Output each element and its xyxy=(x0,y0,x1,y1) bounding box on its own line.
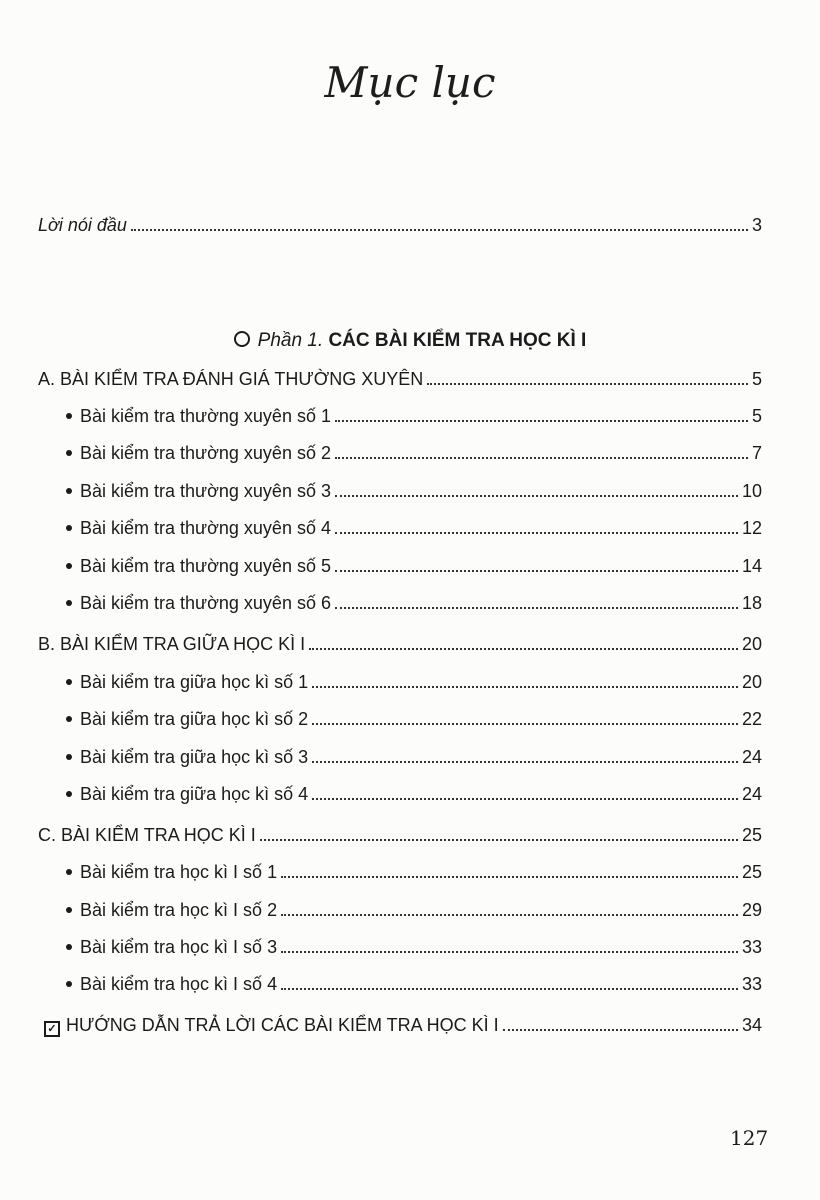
toc-item-page: 24 xyxy=(741,784,762,804)
toc-section-c xyxy=(38,824,762,846)
toc-item-page: 5 xyxy=(751,406,762,426)
toc-entry-label: Lời nói đầu xyxy=(38,215,127,235)
toc-item xyxy=(66,899,762,921)
toc-item xyxy=(66,746,762,768)
leader-dots xyxy=(131,229,748,231)
toc-item-page: 14 xyxy=(741,556,762,576)
toc-item-label: Bài kiểm tra giữa học kì số 4 xyxy=(80,784,309,804)
bullet-icon xyxy=(66,413,72,419)
checkbox-icon: ✓ xyxy=(44,1021,60,1037)
leader-dots xyxy=(312,798,738,800)
toc-item-label: Bài kiểm tra giữa học kì số 1 xyxy=(80,672,309,692)
toc-item-page: 20 xyxy=(741,672,762,692)
toc-item-label: Bài kiểm tra thường xuyên số 3 xyxy=(80,481,331,501)
toc-section-label: A. BÀI KIỂM TRA ĐÁNH GIÁ THƯỜNG XUYÊN xyxy=(38,369,424,389)
leader-dots xyxy=(281,876,738,878)
toc-entry-label: HƯỚNG DẪN TRẢ LỜI CÁC BÀI KIỂM TRA HỌC KÌ I xyxy=(66,1015,499,1035)
toc-item-page: 10 xyxy=(741,481,762,501)
toc-item-page: 7 xyxy=(751,443,762,463)
leader-dots xyxy=(281,914,738,916)
toc-item-page: 33 xyxy=(741,937,762,957)
bullet-icon xyxy=(66,907,72,913)
page-number: 127 xyxy=(730,1126,769,1150)
toc-item xyxy=(66,405,762,427)
toc-item-page: 25 xyxy=(741,862,762,882)
toc-item-label: Bài kiểm tra học kì I số 1 xyxy=(80,862,278,882)
part-heading xyxy=(0,330,820,352)
toc-item xyxy=(66,861,762,883)
leader-dots xyxy=(312,723,738,725)
toc-item xyxy=(66,555,762,577)
toc-item-page: 18 xyxy=(741,593,762,613)
leader-dots xyxy=(281,988,738,990)
toc-item xyxy=(66,783,762,805)
toc-section-a xyxy=(38,368,762,390)
toc-entry-answers xyxy=(44,1014,762,1036)
toc-item-page: 29 xyxy=(741,900,762,920)
leader-dots xyxy=(335,457,748,459)
leader-dots xyxy=(335,570,738,572)
toc-section-page: 25 xyxy=(741,825,762,845)
toc-section-page: 5 xyxy=(751,369,762,389)
toc-item xyxy=(66,442,762,464)
toc-entry-page: 34 xyxy=(741,1015,762,1035)
toc-section-label: B. BÀI KIỂM TRA GIỮA HỌC KÌ I xyxy=(38,634,306,654)
toc-item-page: 22 xyxy=(741,709,762,729)
bullet-icon xyxy=(66,944,72,950)
toc-item-label: Bài kiểm tra học kì I số 3 xyxy=(80,937,278,957)
bullet-icon xyxy=(66,791,72,797)
toc-item-label: Bài kiểm tra học kì I số 4 xyxy=(80,974,278,994)
toc-section-page: 20 xyxy=(741,634,762,654)
leader-dots xyxy=(335,607,738,609)
toc-item-page: 33 xyxy=(741,974,762,994)
toc-item-label: Bài kiểm tra thường xuyên số 4 xyxy=(80,518,331,538)
bullet-icon xyxy=(66,869,72,875)
circle-icon xyxy=(234,331,250,347)
toc-item xyxy=(66,480,762,502)
bullet-icon xyxy=(66,981,72,987)
toc-item-label: Bài kiểm tra giữa học kì số 2 xyxy=(80,709,309,729)
toc-item-label: Bài kiểm tra giữa học kì số 3 xyxy=(80,747,309,767)
toc-item xyxy=(66,973,762,995)
leader-dots xyxy=(309,648,738,650)
toc-section-label: C. BÀI KIỂM TRA HỌC KÌ I xyxy=(38,825,256,845)
bullet-icon xyxy=(66,679,72,685)
toc-item-label: Bài kiểm tra thường xuyên số 2 xyxy=(80,443,331,463)
page-title: Mục lục xyxy=(324,58,496,107)
bullet-icon xyxy=(66,450,72,456)
leader-dots xyxy=(312,761,738,763)
part-prefix: Phần 1. xyxy=(257,330,324,351)
toc-item xyxy=(66,936,762,958)
leader-dots xyxy=(503,1029,738,1031)
toc-item-label: Bài kiểm tra thường xuyên số 5 xyxy=(80,556,331,576)
toc-item-label: Bài kiểm tra thường xuyên số 6 xyxy=(80,593,331,613)
bullet-icon xyxy=(66,754,72,760)
leader-dots xyxy=(260,839,738,841)
bullet-icon xyxy=(66,563,72,569)
toc-item xyxy=(66,708,762,730)
leader-dots xyxy=(335,532,738,534)
leader-dots xyxy=(335,420,748,422)
toc-item xyxy=(66,671,762,693)
toc-entry-preface xyxy=(38,214,762,236)
leader-dots xyxy=(281,951,738,953)
part-title: CÁC BÀI KIỂM TRA HỌC KÌ I xyxy=(328,330,587,351)
toc-item-label: Bài kiểm tra thường xuyên số 1 xyxy=(80,406,331,426)
toc-section-b xyxy=(38,633,762,655)
toc-item-page: 24 xyxy=(741,747,762,767)
toc-item xyxy=(66,592,762,614)
leader-dots xyxy=(312,686,738,688)
leader-dots xyxy=(335,495,738,497)
bullet-icon xyxy=(66,488,72,494)
toc-item xyxy=(66,517,762,539)
bullet-icon xyxy=(66,525,72,531)
leader-dots xyxy=(427,383,748,385)
toc-item-label: Bài kiểm tra học kì I số 2 xyxy=(80,900,278,920)
toc-entry-page: 3 xyxy=(751,215,762,235)
bullet-icon xyxy=(66,600,72,606)
toc-item-page: 12 xyxy=(741,518,762,538)
bullet-icon xyxy=(66,716,72,722)
